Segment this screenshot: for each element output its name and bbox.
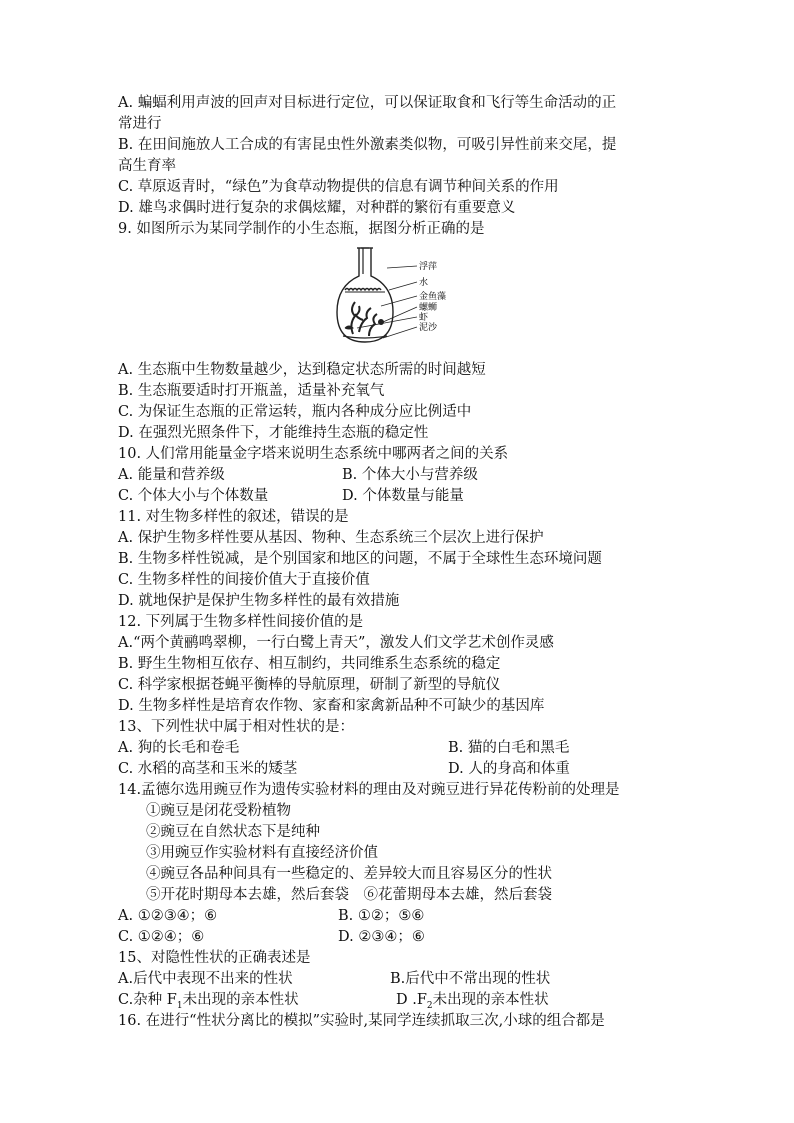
q8-option-a-line1: A. 蝙蝠利用声波的回声对目标进行定位，可以保证取食和飞行等生命活动的正 <box>118 95 617 111</box>
q12-option-c: C. 科学家根据苍蝇平衡棒的导航原理，研制了新型的导航仪 <box>118 677 501 693</box>
q11-option-d: D. 就地保护是保护生物多样性的最有效措施 <box>118 593 400 609</box>
waterweed <box>351 302 371 334</box>
ecobottle-diagram <box>333 246 473 356</box>
q15-options-row1 <box>118 969 680 990</box>
label-sand: 泥沙 <box>419 323 438 333</box>
q8-option-d: D. 雄鸟求偶时进行复杂的求偶炫耀，对种群的繁衍有重要意义 <box>118 200 516 216</box>
q15-option-c-text: 未出现的亲本性状 <box>182 992 299 1008</box>
shrimp <box>345 326 353 329</box>
q15-option-d-text: 未出现的亲本性状 <box>432 992 549 1008</box>
q15-stem: 15、对隐性性状的正确表述是 <box>118 950 311 966</box>
q14-item-1: ①豌豆是闭花受粉植物 <box>146 803 291 819</box>
q14-options-row1 <box>118 906 680 927</box>
q10-options-row1 <box>118 465 680 486</box>
q14-option-c: C. ①②④；⑥ <box>118 929 205 945</box>
duckweed <box>345 289 381 291</box>
q13-option-d: D. 人的身高和体重 <box>448 761 570 777</box>
q11-option-c: C. 生物多样性的间接价值大于直接价值 <box>118 572 370 588</box>
q8-option-a-line2: 常进行 <box>118 116 162 132</box>
label-water: 水 <box>419 278 429 288</box>
q9-stem: 9. 如图所示为某同学制作的小生态瓶，据图分析正确的是 <box>118 221 485 237</box>
q11-option-a: A. 保护生物多样性要从基因、物种、生态系统三个层次上进行保护 <box>118 530 544 546</box>
q10-option-d: D. 个体数量与能量 <box>342 488 464 504</box>
q14-item-5-6: ⑤开花时期母本去雄，然后套袋 ⑥花蕾期母本去雄，然后套袋 <box>146 887 552 903</box>
q12-stem: 12. 下列属于生物多样性间接价值的是 <box>118 614 364 630</box>
q8-option-c: C. 草原返青时，“绿色”为食草动物提供的信息有调节种间关系的作用 <box>118 179 559 195</box>
q14-option-d: D. ②③④；⑥ <box>338 929 425 945</box>
q13-options-row2 <box>118 759 680 780</box>
q13-option-c: C. 水稻的高茎和玉米的矮茎 <box>118 761 298 777</box>
label-snail: 螺蛳 <box>419 303 438 313</box>
q9-option-c: C. 为保证生态瓶的正常运转，瓶内各种成分应比例适中 <box>118 404 472 420</box>
q12-option-d: D. 生物多样性是培育农作物、家畜和家禽新品种不可缺少的基因库 <box>118 698 545 714</box>
question-content <box>118 93 680 1032</box>
q8-option-b-line1: B. 在田间施放人工合成的有害昆虫性外激素类似物，可吸引异性前来交尾，提 <box>118 137 617 153</box>
q10-option-a: A. 能量和营养级 <box>118 467 225 483</box>
q15-option-a: A.后代中表现不出来的性状 <box>118 971 293 987</box>
q15-options-row2 <box>118 990 680 1011</box>
q14-item-3: ③用豌豆作实验材料有直接经济价值 <box>146 845 378 861</box>
label-duckweed: 浮萍 <box>419 262 438 272</box>
q15-option-b: B.后代中不常出现的性状 <box>390 971 551 987</box>
q15-option-c <box>118 990 396 1011</box>
q12-option-a: A.“两个黄鹂鸣翠柳，一行白鹭上青天”，激发人们文学艺术创作灵感 <box>118 635 554 651</box>
q13-option-b: B. 猫的白毛和黑毛 <box>448 740 570 756</box>
q14-stem: 14.孟德尔选用豌豆作为遗传实验材料的理由及对豌豆进行异花传粉前的处理是 <box>118 782 620 798</box>
q10-stem: 10. 人们常用能量金字塔来说明生态系统中哪两者之间的关系 <box>118 446 509 462</box>
q13-stem: 13、下列性状中属于相对性状的是： <box>118 719 354 735</box>
q11-option-b: B. 生物多样性锐减，是个别国家和地区的问题，不属于全球性生态环境问题 <box>118 551 602 567</box>
label-waterweed: 金鱼藻 <box>419 292 447 302</box>
q9-option-b: B. 生态瓶要适时打开瓶盖，适量补充氧气 <box>118 383 385 399</box>
q15-option-c-subscript: 1 <box>176 1000 183 1011</box>
q10-option-b: B. 个体大小与营养级 <box>342 467 478 483</box>
q14-item-4: ④豌豆各品种间具有一些稳定的、差异较大而且容易区分的性状 <box>146 866 552 882</box>
q15-option-c-prefix: C.杂种 F <box>118 992 177 1008</box>
ecobottle-figure <box>118 240 680 360</box>
q13-option-a: A. 狗的长毛和卷毛 <box>118 740 240 756</box>
label-shrimp: 虾 <box>419 313 429 323</box>
sand <box>343 336 387 338</box>
q16-stem: 16. 在进行“性状分离比的模拟”实验时,某同学连续抓取三次,小球的组合都是 <box>118 1013 605 1029</box>
q11-stem: 11. 对生物多样性的叙述，错误的是 <box>118 509 349 525</box>
q9-option-d: D. 在强烈光照条件下，才能维持生态瓶的稳定性 <box>118 425 429 441</box>
q14-item-2: ②豌豆在自然状态下是纯种 <box>146 824 320 840</box>
q12-option-b: B. 野生生物相互依存、相互制约，共同维系生态系统的稳定 <box>118 656 501 672</box>
q15-option-d-prefix: D .F <box>396 992 427 1008</box>
q10-option-c: C. 个体大小与个体数量 <box>118 488 269 504</box>
q10-options-row2 <box>118 486 680 507</box>
q15-option-d-subscript: 2 <box>426 1000 433 1011</box>
q8-option-b-line2: 高生育率 <box>118 158 176 174</box>
q13-options-row1 <box>118 738 680 759</box>
q14-option-a: A. ①②③④；⑥ <box>118 908 218 924</box>
q14-options-row2 <box>118 927 680 948</box>
q14-option-b: B. ①②；⑤⑥ <box>338 908 425 924</box>
q15-option-d <box>396 990 549 1011</box>
q9-option-a: A. 生态瓶中生物数量越少，达到稳定状态所需的时间越短 <box>118 362 486 378</box>
